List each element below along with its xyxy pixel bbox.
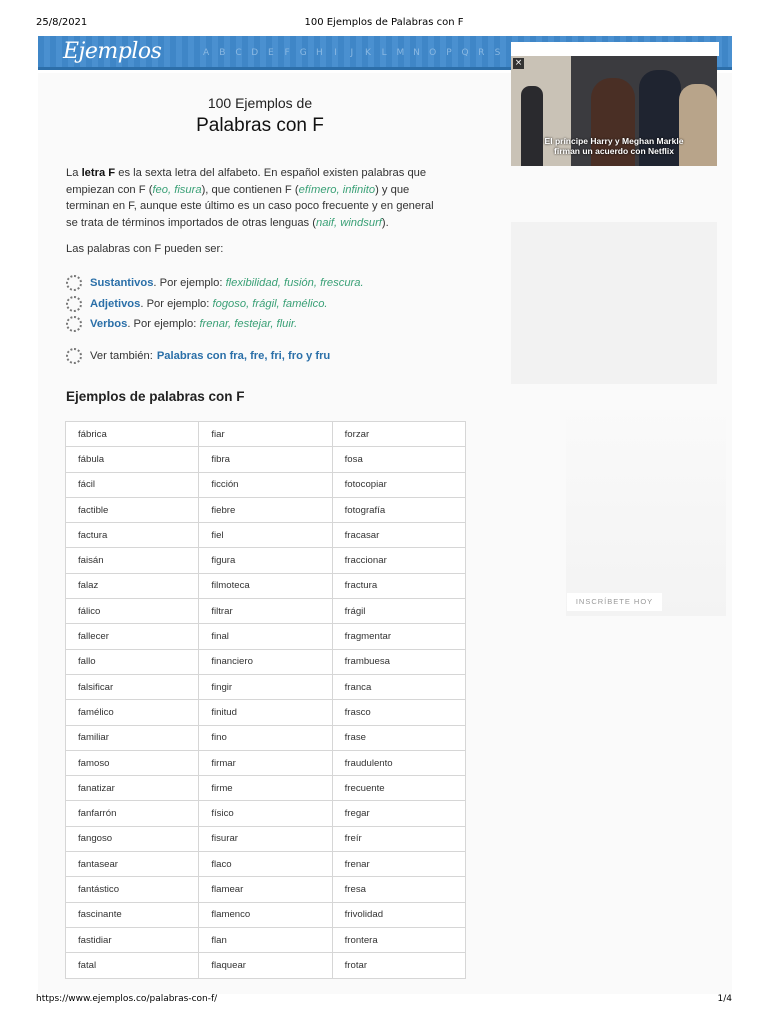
list-item: Verbos . Por ejemplo: frenar, festejar, fluir. xyxy=(66,314,364,335)
table-cell: flamear xyxy=(199,877,332,902)
table-cell: filtrar xyxy=(199,599,332,624)
table-row xyxy=(66,801,466,826)
type-link-verbos[interactable]: Verbos xyxy=(90,318,128,331)
print-date: 25/8/2021 xyxy=(36,17,88,28)
table-cell: franca xyxy=(332,674,465,699)
table-row xyxy=(66,649,466,674)
alphabet-letter[interactable]: M xyxy=(396,48,405,58)
table-row xyxy=(66,852,466,877)
table-cell: flaquear xyxy=(199,953,332,978)
types-heading: Las palabras con F pueden ser: xyxy=(66,243,224,255)
spinner-icon xyxy=(66,275,82,291)
table-row xyxy=(66,674,466,699)
table-cell: falsificar xyxy=(66,674,199,699)
table-row xyxy=(66,497,466,522)
table-cell: fraudulento xyxy=(332,750,465,775)
video-player[interactable] xyxy=(511,56,717,166)
type-link-adjetivos[interactable]: Adjetivos xyxy=(90,297,141,310)
table-cell: flamenco xyxy=(199,902,332,927)
print-page-number: 1/4 xyxy=(717,994,732,1004)
table-row xyxy=(66,548,466,573)
table-cell: fotocopiar xyxy=(332,472,465,497)
table-cell: fatal xyxy=(66,953,199,978)
table-cell: fábula xyxy=(66,447,199,472)
alphabet-letter[interactable]: B xyxy=(219,48,226,58)
table-row xyxy=(66,700,466,725)
table-cell: figura xyxy=(199,548,332,573)
alphabet-letter[interactable]: A xyxy=(203,48,210,58)
table-cell: fresa xyxy=(332,877,465,902)
table-cell: fanatizar xyxy=(66,776,199,801)
word-types-list xyxy=(66,273,364,335)
subscribe-button[interactable]: INSCRÍBETE HOY xyxy=(567,593,662,611)
table-cell: frecuente xyxy=(332,776,465,801)
table-row xyxy=(66,447,466,472)
table-row xyxy=(66,472,466,497)
print-url: https://www.ejemplos.co/palabras-con-f/ xyxy=(36,994,218,1004)
table-cell: fiebre xyxy=(199,497,332,522)
table-cell: fragmentar xyxy=(332,624,465,649)
table-cell: fiel xyxy=(199,523,332,548)
alphabet-letter[interactable]: D xyxy=(251,48,259,58)
table-row xyxy=(66,750,466,775)
table-cell: frenar xyxy=(332,852,465,877)
table-cell: ficción xyxy=(199,472,332,497)
table-cell: frasco xyxy=(332,700,465,725)
table-row xyxy=(66,877,466,902)
table-cell: frotar xyxy=(332,953,465,978)
table-cell: fiar xyxy=(199,422,332,447)
words-table xyxy=(65,421,466,979)
alphabet-letter[interactable]: O xyxy=(429,48,437,58)
ad-strip xyxy=(511,42,719,56)
table-cell: frivolidad xyxy=(332,902,465,927)
table-cell: fraccionar xyxy=(332,548,465,573)
table-cell: familiar xyxy=(66,725,199,750)
table-cell: fanfarrón xyxy=(66,801,199,826)
section-title: Ejemplos de palabras con F xyxy=(66,389,245,404)
table-cell: fino xyxy=(199,725,332,750)
table-cell: fracasar xyxy=(332,523,465,548)
table-cell: factible xyxy=(66,497,199,522)
example-feo-fisura: feo, fisura xyxy=(152,183,202,196)
close-icon[interactable]: × xyxy=(514,58,523,68)
table-cell: fastidiar xyxy=(66,927,199,952)
table-row xyxy=(66,902,466,927)
table-cell: factura xyxy=(66,523,199,548)
table-row xyxy=(66,422,466,447)
table-cell: fantasear xyxy=(66,852,199,877)
alphabet-letter[interactable]: G xyxy=(299,48,307,58)
example-efimero-infinito: efímero, infinito xyxy=(298,183,376,196)
table-row xyxy=(66,826,466,851)
table-cell: frágil xyxy=(332,599,465,624)
table-row xyxy=(66,927,466,952)
table-row xyxy=(66,573,466,598)
table-cell: fálico xyxy=(66,599,199,624)
site-logo[interactable]: Ejemplos xyxy=(63,39,162,64)
alphabet-letter[interactable]: E xyxy=(268,48,274,58)
alphabet-letter[interactable]: L xyxy=(381,48,387,58)
table-cell: frambuesa xyxy=(332,649,465,674)
table-row xyxy=(66,624,466,649)
ad-placeholder xyxy=(511,222,717,384)
table-cell: fotografía xyxy=(332,497,465,522)
see-also-link[interactable]: Palabras con fra, fre, fri, fro y fru xyxy=(156,350,331,362)
table-cell: faisán xyxy=(66,548,199,573)
table-cell: fisurar xyxy=(199,826,332,851)
table-cell: fácil xyxy=(66,472,199,497)
table-row xyxy=(66,725,466,750)
table-cell: flaco xyxy=(199,852,332,877)
table-cell: financiero xyxy=(199,649,332,674)
table-row xyxy=(66,599,466,624)
list-item: Sustantivos . Por ejemplo: flexibilidad, fusión, frescura. xyxy=(66,273,364,294)
type-link-sustantivos[interactable]: Sustantivos xyxy=(90,277,154,290)
alphabet-letter[interactable]: I xyxy=(334,48,337,58)
spinner-icon xyxy=(66,296,82,312)
table-cell: forzar xyxy=(332,422,465,447)
table-cell: físico xyxy=(199,801,332,826)
spinner-icon xyxy=(66,348,82,364)
table-cell: flan xyxy=(199,927,332,952)
table-cell: fregar xyxy=(332,801,465,826)
table-row xyxy=(66,953,466,978)
intro-paragraph: La letra F es la sexta letra del alfabeto. En español existen palabras que empiezan con F (feo, fisura), que contienen F (efímero, infinito) y que terminan en F, aunque este último es un caso poco frecuente y en general se trata de términos importados de otras lenguas (naif, windsurf). xyxy=(66,167,434,229)
alphabet-letter[interactable]: K xyxy=(365,48,371,58)
table-cell: fascinante xyxy=(66,902,199,927)
table-cell: firmar xyxy=(199,750,332,775)
alphabet-letter[interactable]: Q xyxy=(461,48,469,58)
table-cell: famélico xyxy=(66,700,199,725)
table-cell: fallecer xyxy=(66,624,199,649)
spinner-icon xyxy=(66,316,82,332)
alphabet-letter[interactable]: S xyxy=(494,48,501,58)
table-cell: falaz xyxy=(66,573,199,598)
table-cell: firme xyxy=(199,776,332,801)
alphabet-letter[interactable]: J xyxy=(350,48,354,58)
table-cell: frase xyxy=(332,725,465,750)
table-cell: fingir xyxy=(199,674,332,699)
alphabet-letter[interactable]: C xyxy=(235,48,242,58)
alphabet-letter[interactable]: H xyxy=(316,48,323,58)
table-cell: fosa xyxy=(332,447,465,472)
table-cell: fractura xyxy=(332,573,465,598)
alphabet-letter[interactable]: F xyxy=(284,48,290,58)
print-title: 100 Ejemplos de Palabras con F xyxy=(304,17,464,28)
table-cell: fallo xyxy=(66,649,199,674)
page-title: Palabras con F xyxy=(196,115,324,136)
table-cell: final xyxy=(199,624,332,649)
alphabet-letter[interactable]: R xyxy=(478,48,485,58)
table-row xyxy=(66,523,466,548)
see-also: Ver también: Palabras con fra, fre, fri, fro y fru xyxy=(66,348,330,364)
table-cell: freír xyxy=(332,826,465,851)
list-item: Adjetivos . Por ejemplo: fogoso, frágil, famélico. xyxy=(66,294,364,315)
table-cell: frontera xyxy=(332,927,465,952)
table-row xyxy=(66,776,466,801)
alphabet-letter[interactable]: N xyxy=(413,48,420,58)
table-cell: fibra xyxy=(199,447,332,472)
table-cell: filmoteca xyxy=(199,573,332,598)
example-naif-windsurf: naif, windsurf xyxy=(315,216,382,229)
video-caption: El príncipe Harry y Meghan Markle firman un acuerdo con Netflix xyxy=(544,136,684,156)
table-cell: fábrica xyxy=(66,422,199,447)
table-cell: finitud xyxy=(199,700,332,725)
page-subtitle: 100 Ejemplos de xyxy=(207,95,313,111)
alphabet-letter[interactable]: P xyxy=(446,48,452,58)
table-cell: fangoso xyxy=(66,826,199,851)
table-cell: fantástico xyxy=(66,877,199,902)
table-cell: famoso xyxy=(66,750,199,775)
ad-placeholder-faded xyxy=(566,400,726,616)
